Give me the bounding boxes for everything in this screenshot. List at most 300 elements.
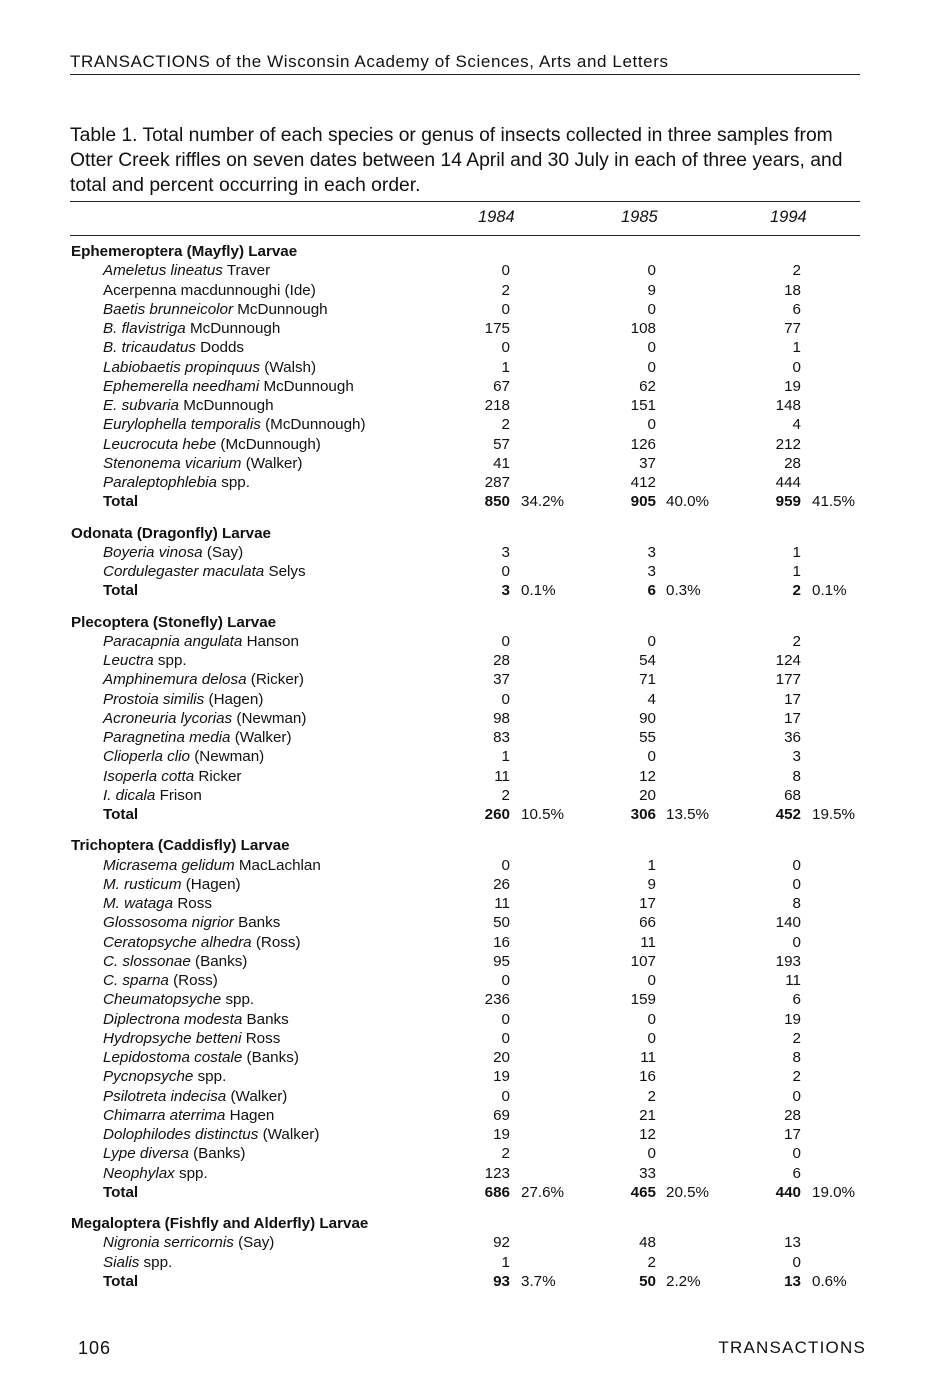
species-authority: MacLachlan	[238, 856, 321, 874]
order-group-heading	[0, 613, 938, 632]
count-1994: 0	[792, 1145, 801, 1163]
species-authority: (Ricker)	[250, 671, 304, 689]
species-authority: spp.	[197, 1068, 227, 1086]
count-1985: 4	[647, 690, 656, 708]
species-name	[103, 1144, 245, 1163]
count-1994: 28	[784, 1106, 801, 1124]
total-label: Total	[103, 806, 139, 823]
total-count-1984: 3	[501, 582, 510, 600]
species-name	[103, 1048, 299, 1067]
species-authority: (Walker)	[234, 729, 292, 746]
species-name	[103, 728, 292, 747]
count-1985: 9	[647, 875, 656, 893]
species-name	[103, 933, 301, 952]
species-authority: McDunnough	[263, 377, 354, 395]
total-percent-1984: 27.6%	[521, 1183, 565, 1201]
species-authority: spp.	[179, 1164, 208, 1182]
species-name	[103, 1010, 289, 1029]
count-1984: 175	[484, 320, 510, 337]
species-name	[103, 261, 270, 280]
count-1984: 0	[501, 339, 510, 357]
species-binomial: Boyeria vinosa	[103, 543, 203, 561]
species-binomial: Micrasema gelidum	[103, 856, 235, 874]
total-percent-1994: 0.1%	[812, 582, 847, 600]
species-row	[0, 1253, 938, 1272]
species-row	[0, 1164, 938, 1183]
species-row	[0, 933, 938, 952]
species-name	[103, 300, 328, 319]
species-binomial: C. sparna	[103, 972, 169, 989]
species-row	[0, 952, 938, 971]
species-name	[103, 875, 241, 894]
species-row	[0, 1029, 938, 1048]
total-percent-1985: 40.0%	[666, 493, 710, 511]
species-binomial: Chimarra aterrima	[103, 1106, 226, 1124]
count-1994: 0	[792, 358, 801, 376]
count-1985: 108	[630, 320, 656, 337]
count-1994: 18	[784, 281, 801, 299]
count-1994: 0	[792, 1253, 801, 1271]
total-count-1994: 959	[775, 493, 801, 511]
count-1994: 148	[775, 397, 801, 414]
species-binomial: Sialis	[103, 1253, 140, 1271]
page-number: 106	[78, 1338, 112, 1358]
count-1985: 9	[647, 281, 656, 299]
species-authority: (Say)	[206, 543, 244, 561]
count-1994: 68	[784, 786, 801, 804]
species-authority: (Walker)	[262, 1126, 320, 1143]
total-count-1985: 50	[639, 1272, 656, 1290]
species-binomial: Lype diversa	[103, 1145, 189, 1163]
species-authority: McDunnough	[183, 397, 274, 414]
count-1984: 2	[501, 416, 510, 434]
count-1985: 412	[630, 474, 656, 491]
species-row	[0, 377, 938, 396]
species-name	[103, 786, 202, 805]
species-authority: (Walker)	[230, 1087, 288, 1105]
order-title: Megaloptera (Fishfly and Alderfly) Larvae	[71, 1215, 369, 1232]
species-authority: (McDunnough)	[220, 435, 321, 453]
species-row	[0, 990, 938, 1009]
species-name	[103, 651, 187, 670]
total-percent-1985: 2.2%	[666, 1272, 701, 1290]
count-1984: 0	[501, 1087, 510, 1105]
count-1985: 20	[639, 786, 656, 804]
species-row	[0, 1048, 938, 1067]
species-name	[103, 632, 299, 651]
species-binomial: Cheumatopsyche	[103, 991, 222, 1009]
total-percent-1994: 19.5%	[812, 806, 856, 823]
species-row	[0, 281, 938, 300]
table-body	[0, 242, 938, 1291]
count-1985: 71	[639, 671, 656, 689]
species-row	[0, 690, 938, 709]
count-1985: 90	[639, 709, 656, 727]
table-header-rule	[70, 235, 860, 236]
species-authority: spp.	[225, 991, 255, 1009]
species-authority: Ricker	[198, 767, 242, 785]
total-percent-1984: 3.7%	[521, 1272, 556, 1290]
count-1985: 17	[639, 895, 656, 912]
total-percent-1994: 41.5%	[812, 493, 856, 511]
species-binomial: I. dicala	[103, 786, 156, 804]
species-name	[103, 396, 274, 415]
count-1984: 0	[501, 632, 510, 650]
species-binomial: Ameletus lineatus	[103, 262, 223, 280]
species-name	[103, 435, 321, 454]
species-row	[0, 913, 938, 932]
order-total-row	[0, 1183, 938, 1202]
total-percent-1985: 20.5%	[666, 1183, 710, 1201]
species-authority: Frison	[159, 786, 202, 804]
count-1994: 4	[792, 416, 801, 434]
species-row	[0, 358, 938, 377]
species-row	[0, 875, 938, 894]
count-1994: 140	[775, 914, 801, 932]
count-1985: 16	[639, 1068, 656, 1086]
count-1994: 1	[792, 543, 801, 561]
count-1994: 177	[775, 671, 801, 689]
count-1984: 20	[493, 1049, 510, 1066]
count-1994: 17	[784, 690, 801, 708]
count-1985: 1	[647, 856, 656, 874]
species-authority: Hanson	[246, 632, 299, 650]
species-name	[103, 894, 212, 913]
count-1984: 2	[501, 1145, 510, 1163]
order-title: Plecoptera (Stonefly) Larvae	[71, 613, 277, 631]
species-name	[103, 971, 218, 990]
species-binomial: B. tricaudatus	[103, 339, 196, 357]
count-1985: 2	[647, 1253, 656, 1271]
species-authority: (Say)	[238, 1234, 275, 1252]
total-count-1984: 686	[484, 1183, 510, 1201]
count-1985: 55	[639, 729, 656, 746]
count-1984: 50	[493, 914, 510, 932]
species-authority: (Ross)	[255, 933, 301, 951]
total-label: Total	[103, 1272, 139, 1290]
species-binomial: Psilotreta indecisa	[103, 1087, 227, 1105]
species-authority: Traver	[226, 262, 271, 280]
species-binomial: Lepidostoma costale	[103, 1049, 243, 1066]
species-name	[103, 319, 280, 338]
count-1984: 0	[501, 690, 510, 708]
table-top-rule	[70, 201, 860, 202]
species-binomial: Acroneuria lycorias	[103, 709, 233, 727]
species-row	[0, 1067, 938, 1086]
count-1984: 287	[484, 474, 510, 491]
count-1985: 33	[639, 1164, 656, 1182]
total-count-1985: 306	[630, 806, 656, 823]
species-authority: (Banks)	[195, 952, 248, 970]
count-1994: 444	[775, 474, 801, 491]
species-authority: Ross	[177, 895, 212, 912]
species-binomial: M. wataga	[103, 895, 174, 912]
count-1985: 0	[647, 339, 656, 357]
count-1994: 77	[784, 320, 801, 337]
count-1984: 37	[493, 671, 510, 689]
total-percent-1994: 19.0%	[812, 1183, 856, 1201]
species-row	[0, 670, 938, 689]
total-percent-1984: 0.1%	[521, 582, 556, 600]
count-1994: 19	[784, 1010, 801, 1028]
count-1984: 67	[493, 377, 510, 395]
total-count-1985: 6	[647, 582, 656, 600]
total-label: Total	[103, 1183, 139, 1201]
species-authority: (Hagen)	[185, 875, 241, 893]
count-1984: 19	[493, 1068, 510, 1086]
species-authority: Ross	[245, 1029, 281, 1047]
order-total-row	[0, 805, 938, 824]
count-1994: 0	[792, 875, 801, 893]
count-1984: 1	[501, 748, 510, 766]
species-authority: spp.	[157, 652, 187, 669]
count-1984: 1	[501, 358, 510, 376]
count-1994: 6	[792, 300, 801, 318]
count-1984: 2	[501, 786, 510, 804]
order-group-heading	[0, 836, 938, 855]
species-name	[103, 562, 306, 581]
species-binomial: Paragnetina media	[103, 729, 231, 746]
species-authority: (Newman)	[236, 709, 307, 727]
total-count-1984: 850	[484, 493, 510, 511]
species-name	[103, 1253, 172, 1272]
total-percent-1994: 0.6%	[812, 1272, 847, 1290]
species-binomial: M. rusticum	[103, 875, 182, 893]
count-1985: 21	[639, 1106, 656, 1124]
species-name	[103, 1106, 274, 1125]
species-binomial: Amphinemura delosa	[103, 671, 247, 689]
count-1984: 236	[484, 991, 510, 1009]
species-authority: spp.	[143, 1253, 173, 1271]
species-name	[103, 952, 247, 971]
count-1985: 62	[639, 377, 656, 395]
count-1994: 17	[784, 709, 801, 727]
species-row	[0, 261, 938, 280]
year-header-1985: 1985	[621, 208, 658, 226]
count-1985: 126	[630, 435, 656, 453]
count-1984: 19	[493, 1126, 510, 1143]
species-authority: McDunnough	[237, 300, 328, 318]
species-name	[103, 1029, 280, 1048]
species-authority: spp.	[221, 474, 250, 491]
species-row	[0, 319, 938, 338]
count-1994: 1	[792, 339, 801, 357]
order-total-row	[0, 581, 938, 600]
species-authority: McDunnough	[189, 320, 281, 337]
count-1985: 11	[640, 1049, 656, 1066]
count-1984: 0	[501, 856, 510, 874]
species-binomial: Leuctra	[103, 652, 154, 669]
species-name	[103, 670, 304, 689]
species-row	[0, 300, 938, 319]
species-row	[0, 709, 938, 728]
species-name	[103, 856, 321, 875]
species-name	[103, 358, 316, 377]
species-binomial: Cordulegaster maculata	[103, 563, 265, 580]
count-1984: 92	[493, 1234, 510, 1252]
count-1985: 66	[639, 914, 656, 932]
count-1984: 83	[493, 729, 510, 746]
count-1984: 69	[493, 1106, 510, 1124]
count-1984: 26	[493, 875, 510, 893]
count-1984: 57	[493, 435, 510, 453]
count-1994: 6	[792, 991, 801, 1009]
count-1985: 48	[639, 1234, 656, 1252]
count-1994: 193	[775, 952, 801, 970]
count-1985: 0	[647, 1010, 656, 1028]
count-1984: 1	[501, 1253, 510, 1271]
species-row	[0, 338, 938, 357]
species-name	[103, 1125, 319, 1144]
count-1994: 3	[792, 748, 801, 766]
count-1984: 41	[493, 454, 510, 472]
species-name	[103, 709, 306, 728]
count-1994: 28	[784, 454, 801, 472]
species-binomial: Labiobaetis propinquus	[103, 358, 261, 376]
order-title: Trichoptera (Caddisfly) Larvae	[71, 837, 290, 855]
species-name	[103, 473, 250, 492]
species-authority: (Banks)	[246, 1049, 299, 1066]
species-binomial: Paracapnia angulata	[103, 632, 243, 650]
count-1985: 12	[639, 1126, 656, 1143]
species-row	[0, 473, 938, 492]
species-binomial: Ceratopsyche alhedra	[103, 933, 252, 951]
count-1994: 8	[792, 1049, 801, 1066]
total-count-1985: 465	[630, 1183, 656, 1201]
species-binomial: Prostoia similis	[103, 690, 205, 708]
species-binomial: E. subvaria	[103, 397, 179, 414]
count-1985: 2	[647, 1087, 656, 1105]
species-authority: (Ross)	[173, 972, 218, 989]
count-1985: 12	[639, 767, 656, 785]
count-1984: 28	[493, 652, 510, 669]
total-label: Total	[103, 582, 139, 600]
species-authority: Banks	[246, 1010, 289, 1028]
species-binomial: Pycnopsyche	[103, 1068, 194, 1086]
total-count-1994: 13	[784, 1272, 801, 1290]
order-title: Ephemeroptera (Mayfly) Larvae	[71, 243, 298, 260]
total-count-1984: 93	[493, 1272, 510, 1290]
species-binomial: Diplectrona modesta	[103, 1010, 243, 1028]
species-binomial: Stenonema vicarium	[103, 454, 242, 472]
species-binomial: Neophylax	[103, 1164, 175, 1182]
count-1984: 11	[494, 895, 510, 912]
total-percent-1984: 10.5%	[521, 806, 565, 823]
species-authority: (Hagen)	[208, 690, 264, 708]
order-group-heading	[0, 242, 938, 261]
count-1994: 8	[792, 895, 801, 912]
count-1994: 1	[792, 563, 801, 580]
species-binomial: Ephemerella needhami	[103, 377, 260, 395]
count-1985: 0	[647, 300, 656, 318]
species-binomial: Glossosoma nigrior	[103, 914, 234, 932]
species-row	[0, 651, 938, 670]
species-binomial: Leucrocuta hebe	[103, 435, 217, 453]
count-1985: 0	[647, 748, 656, 766]
count-1985: 0	[647, 632, 656, 650]
count-1984: 16	[493, 933, 510, 951]
species-authority: (Walsh)	[264, 358, 317, 376]
species-authority: Selys	[268, 563, 306, 580]
species-name	[103, 281, 316, 300]
species-authority: Banks	[238, 914, 281, 932]
count-1994: 0	[792, 856, 801, 874]
count-1994: 2	[792, 262, 801, 280]
species-row	[0, 971, 938, 990]
count-1985: 0	[647, 262, 656, 280]
count-1994: 8	[792, 767, 801, 785]
species-row	[0, 1233, 938, 1252]
order-title: Odonata (Dragonfly) Larvae	[71, 524, 272, 542]
order-group-heading	[0, 1214, 938, 1233]
species-row	[0, 1010, 938, 1029]
species-binomial: Eurylophella temporalis	[103, 416, 261, 434]
count-1994: 2	[792, 632, 801, 650]
count-1985: 0	[647, 1145, 656, 1163]
order-group-heading	[0, 524, 938, 543]
species-name	[103, 1233, 274, 1252]
species-row	[0, 435, 938, 454]
table-caption: Table 1. Total number of each species or genus of insects collected in three samples from Otter Creek riffles on seven dates between 14 April and 30 July in each of three years, and total and percent occurring in each order.	[70, 125, 843, 196]
count-1984: 0	[501, 262, 510, 280]
species-name	[103, 543, 243, 562]
count-1984: 123	[484, 1164, 510, 1182]
count-1994: 11	[785, 972, 801, 989]
count-1994: 6	[792, 1164, 801, 1182]
species-row	[0, 396, 938, 415]
total-count-1994: 452	[775, 806, 801, 823]
footer-journal-name: TRANSACTIONS	[718, 1338, 866, 1357]
count-1994: 17	[784, 1126, 801, 1143]
species-name	[103, 1087, 287, 1106]
count-1984: 0	[501, 972, 510, 989]
species-row	[0, 728, 938, 747]
species-binomial: Dolophilodes distinctus	[103, 1126, 259, 1143]
total-percent-1985: 0.3%	[666, 582, 701, 600]
count-1985: 0	[647, 358, 656, 376]
species-name	[103, 990, 254, 1009]
count-1985: 0	[647, 1029, 656, 1047]
species-authority: (Walker)	[245, 454, 303, 472]
year-header-row	[0, 208, 938, 230]
count-1985: 3	[647, 543, 656, 561]
species-row	[0, 543, 938, 562]
species-row	[0, 1106, 938, 1125]
species-binomial: Clioperla clio	[103, 748, 190, 766]
species-binomial: Nigronia serricornis	[103, 1234, 234, 1252]
species-binomial: Paraleptophlebia	[103, 474, 217, 491]
species-name	[103, 338, 244, 357]
species-name	[103, 767, 241, 786]
species-binomial: B. flavistriga	[103, 320, 186, 337]
count-1994: 13	[784, 1234, 801, 1252]
species-name	[103, 690, 263, 709]
order-total-row	[0, 1272, 938, 1291]
count-1984: 98	[493, 709, 510, 727]
count-1984: 11	[494, 767, 510, 785]
species-name	[103, 747, 264, 766]
species-name	[103, 1067, 226, 1086]
species-name	[103, 913, 280, 932]
species-row	[0, 632, 938, 651]
count-1985: 151	[630, 397, 656, 414]
total-count-1994: 440	[775, 1183, 801, 1201]
total-count-1985: 905	[630, 493, 656, 511]
count-1994: 36	[784, 729, 801, 746]
total-count-1984: 260	[484, 806, 510, 823]
count-1985: 54	[639, 652, 656, 669]
count-1984: 0	[501, 1029, 510, 1047]
